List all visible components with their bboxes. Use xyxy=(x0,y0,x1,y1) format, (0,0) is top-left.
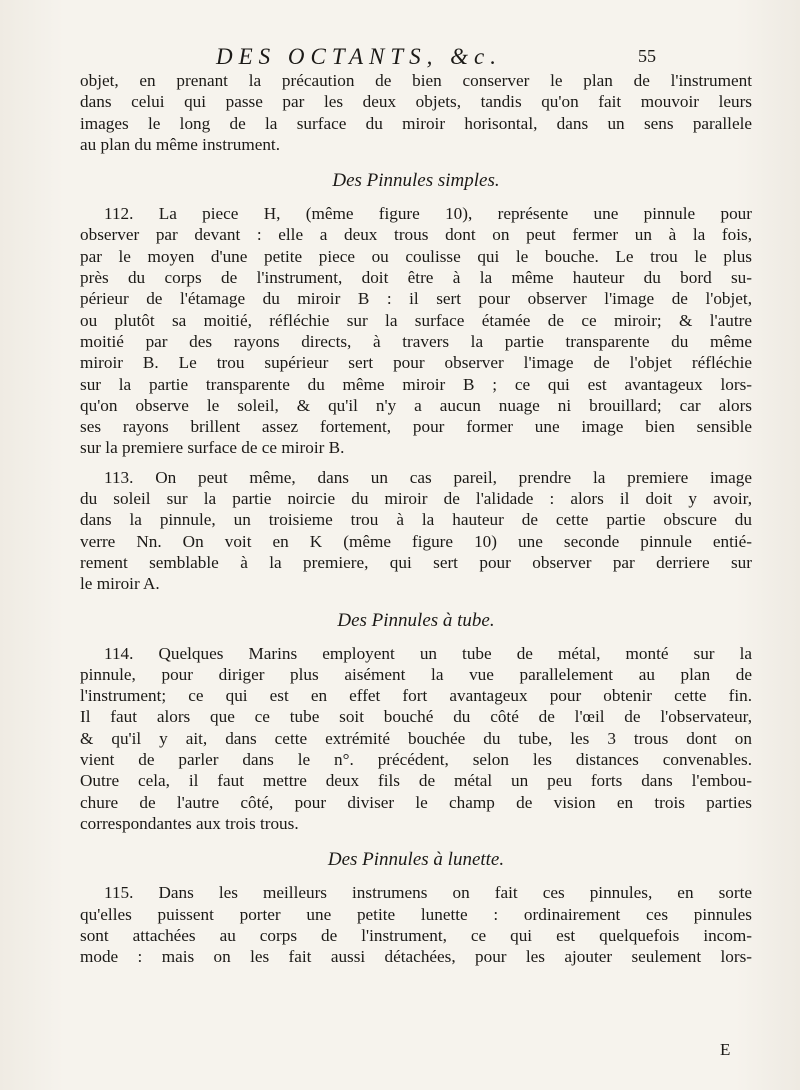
section-heading: Des Pinnules simples. xyxy=(332,170,500,192)
paragraph-114-line: 114. Quelques Marins employent un tube de métal, monté sur la xyxy=(104,643,752,663)
paragraph-114-line: chure de l'autre côté, pour diviser le champ de vision en trois parties xyxy=(80,792,752,812)
running-title: DES OCTANTS, &c. xyxy=(216,44,502,69)
paragraph-114-line: vient de parler dans le n°. précédent, selon les distances convenables. xyxy=(80,750,752,770)
paragraph-114-line: Il faut alors que ce tube soit bouché du côté de l'œil de l'observateur, xyxy=(80,707,752,727)
paragraph-114-line: pinnule, pour diriger plus aisément la vue parallelement au plan de xyxy=(80,664,752,684)
text-line: au plan du même instrument. xyxy=(80,134,280,154)
paragraph-114-line: l'instrument; ce qui est en effet fort avantageux pour obtenir cette fin. xyxy=(80,686,752,706)
paragraph-112-line: sur la partie transparente du même miroir B ; ce qui est avantageux lors- xyxy=(80,374,752,394)
paragraph-112-line: près du corps de l'instrument, doit être à la même hauteur du bord su- xyxy=(80,268,752,288)
paragraph-112-line: par le moyen d'une petite piece ou coulisse qui le bouche. Le trou le plus xyxy=(80,246,752,266)
paragraph-113-line: du soleil sur la partie noircie du miroir de l'alidade : alors il doit y avoir, xyxy=(80,489,752,509)
paragraph-112-line: 112. La piece H, (même figure 10), représente une pinnule pour xyxy=(104,204,752,224)
main-text xyxy=(80,70,752,967)
paragraph-112-line: qu'on observe le soleil, & qu'il n'y a aucun nuage ni brouillard; car alors xyxy=(80,395,752,415)
paragraph-114-line: & qu'il y ait, dans cette extrémité bouchée du tube, les 3 trous dont on xyxy=(80,728,752,748)
section-heading: Des Pinnules à tube. xyxy=(337,609,495,631)
paragraph-112-line: miroir B. Le trou supérieur sert pour observer l'image de l'objet réfléchie xyxy=(80,353,752,373)
paragraph-115-line: sont attachées au corps de l'instrument, ce qui est quelquefois incom- xyxy=(80,925,752,945)
paragraph-112-line: observer par devant : elle a deux trous dont on peut fermer un à la fois, xyxy=(80,225,752,245)
paragraph-115-line: qu'elles puissent porter une petite lunette : ordinairement ces pinnules xyxy=(80,904,752,924)
paragraph-112-line: moitié par des rayons directs, à travers la partie transparente du même xyxy=(80,331,752,351)
text-line: dans celui qui passe par les deux objets, tandis qu'on fait mouvoir leurs xyxy=(80,92,752,112)
paragraph-112-line: sur la premiere surface de ce miroir B. xyxy=(80,438,345,458)
text-line: objet, en prenant la précaution de bien conserver le plan de l'instrument xyxy=(80,71,752,90)
paragraph-113-line: 113. On peut même, dans un cas pareil, prendre la premiere image xyxy=(104,467,752,487)
section-heading: Des Pinnules à lunette. xyxy=(327,849,505,871)
paragraph-114-line: Outre cela, il faut mettre deux fils de métal un peu forts dans l'embou- xyxy=(80,771,752,791)
paragraph-115-line: 115. Dans les meilleurs instrumens on fait ces pinnules, en sorte xyxy=(104,883,752,903)
paragraph-114-line: correspondantes aux trois trous. xyxy=(80,813,299,833)
paragraph-113-line: rement semblable à la premiere, qui sert pour observer par derriere sur xyxy=(80,552,752,572)
text-line: images le long de la surface du miroir horisontal, dans un sens parallele xyxy=(80,113,752,133)
paragraph-113-line: verre Nn. On voit en K (même figure 10) une seconde pinnule entié- xyxy=(80,531,752,551)
paragraph-112-line: périeur de l'étamage du miroir B : il sert pour observer l'image de l'objet, xyxy=(80,289,752,309)
paragraph-112-line: ou plutôt sa moitié, réfléchie sur la surface étamée de ce miroir; & l'autre xyxy=(80,310,752,330)
paragraph-113-line: le miroir A. xyxy=(80,574,160,594)
paragraph-115-line: mode : mais on les fait aussi détachées, pour les ajouter seulement lors- xyxy=(80,947,752,967)
paragraph-112-line: ses rayons brillent assez fortement, pour former une image bien sensible xyxy=(80,417,752,437)
page-number: 55 xyxy=(638,46,656,66)
paragraph-113-line: dans la pinnule, un troisieme trou à la hauteur de cette partie obscure du xyxy=(80,510,752,530)
catchword: E xyxy=(720,1040,731,1059)
